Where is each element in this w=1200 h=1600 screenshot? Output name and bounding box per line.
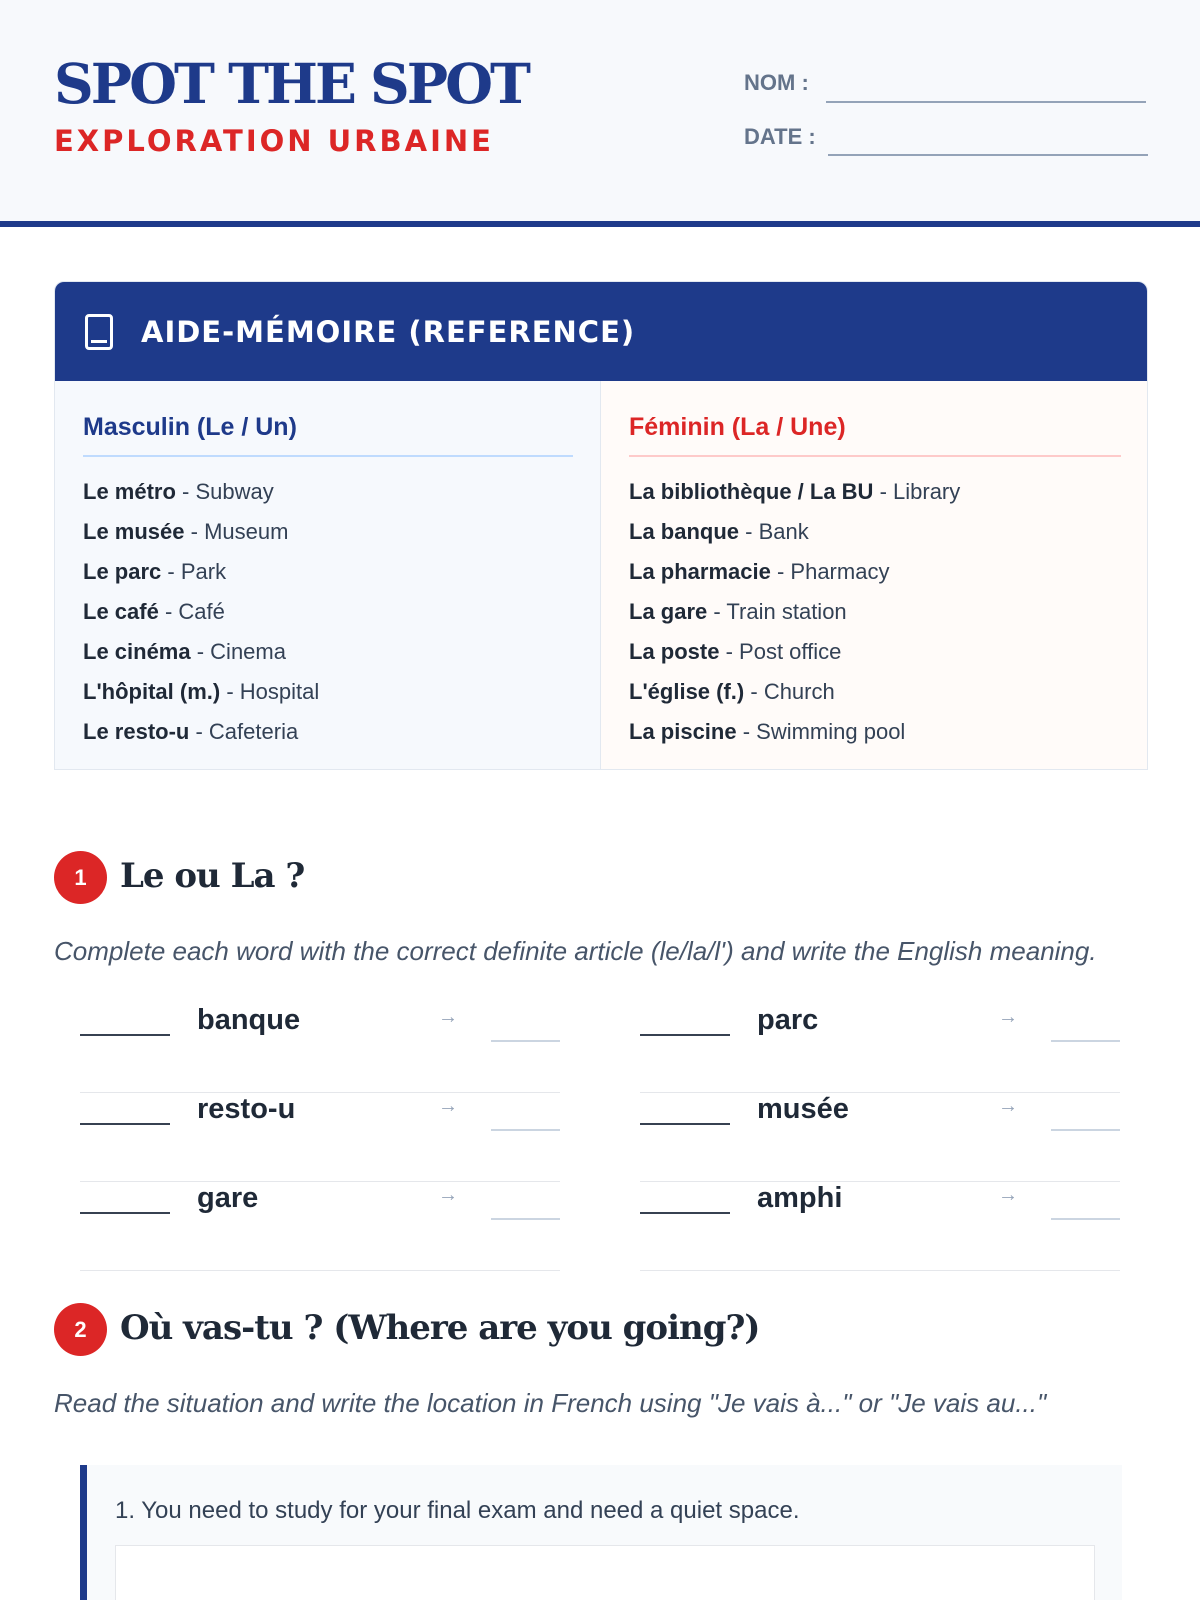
answer-box[interactable] (115, 1545, 1095, 1600)
list-item: La piscine - Swimming pool (629, 719, 906, 744)
feminine-heading: Féminin (La / Une) (629, 413, 846, 441)
arrow-right-icon: → (998, 1095, 1018, 1117)
feminine-divider (629, 455, 1121, 457)
reference-box (54, 281, 1148, 770)
reference-header (55, 282, 1148, 381)
list-item: La gare - Train station (629, 599, 847, 624)
list-item: La pharmacie - Pharmacy (629, 559, 890, 584)
exercise-word: gare (197, 1182, 259, 1214)
meaning-blank[interactable] (1051, 1218, 1120, 1220)
list-item: Le musée - Museum (83, 519, 289, 544)
arrow-right-icon: → (998, 1006, 1018, 1028)
situation-card (80, 1465, 1122, 1600)
worksheet-header (0, 0, 1200, 227)
list-item: Le métro - Subway (83, 479, 274, 504)
exercise-word: musée (757, 1093, 849, 1125)
section-1-instructions: Complete each word with the correct definite article (le/la/l') and write the English meaning. (54, 936, 1097, 966)
exercise-word: amphi (757, 1182, 843, 1214)
section-2-title: Où vas-tu ? (Where are you going?) (120, 1308, 760, 1348)
list-item: La banque - Bank (629, 519, 809, 544)
list-item: La bibliothèque / La BU - Library (629, 479, 961, 504)
meaning-blank[interactable] (1051, 1129, 1120, 1131)
masculine-column (55, 381, 601, 770)
masculine-list (83, 479, 319, 759)
meaning-blank[interactable] (491, 1129, 560, 1131)
exercise-word: resto-u (197, 1093, 296, 1125)
date-field[interactable] (828, 154, 1148, 156)
article-blank[interactable] (640, 1212, 730, 1214)
exercise-row (80, 1182, 560, 1271)
arrow-right-icon: → (438, 1184, 458, 1206)
exercise-word: banque (197, 1004, 301, 1036)
section-2-badge: 2 (54, 1303, 107, 1356)
exercise-row (640, 1093, 1120, 1182)
meaning-blank[interactable] (1051, 1040, 1120, 1042)
article-blank[interactable] (80, 1212, 170, 1214)
arrow-right-icon: → (438, 1095, 458, 1117)
article-blank[interactable] (80, 1123, 170, 1125)
list-item: La poste - Post office (629, 639, 842, 664)
worksheet-subtitle: EXPLORATION URBAINE (54, 124, 494, 158)
exercise-row (640, 1004, 1120, 1093)
feminine-column (601, 381, 1148, 770)
masculine-heading: Masculin (Le / Un) (83, 413, 297, 441)
list-item: Le parc - Park (83, 559, 227, 584)
list-item: L'église (f.) - Church (629, 679, 835, 704)
section-1-badge: 1 (54, 851, 107, 904)
name-field[interactable] (826, 101, 1146, 103)
list-item: Le resto-u - Cafeteria (83, 719, 299, 744)
name-label: NOM : (744, 70, 809, 95)
list-item: Le cinéma - Cinema (83, 639, 286, 664)
date-label: DATE : (744, 124, 816, 149)
arrow-right-icon: → (998, 1184, 1018, 1206)
meaning-blank[interactable] (491, 1040, 560, 1042)
section-2-instructions: Read the situation and write the location in French using "Je vais à..." or "Je vais au..." (54, 1388, 1047, 1418)
meaning-blank[interactable] (491, 1218, 560, 1220)
feminine-list (629, 479, 960, 759)
exercise-row (80, 1004, 560, 1093)
article-blank[interactable] (80, 1034, 170, 1036)
exercise-word: parc (757, 1004, 819, 1036)
situation-text: 1. You need to study for your final exam and need a quiet space. (115, 1497, 800, 1524)
list-item: L'hôpital (m.) - Hospital (83, 679, 320, 704)
book-icon (85, 314, 113, 350)
worksheet-title: SPOT THE SPOT (54, 51, 528, 116)
article-blank[interactable] (640, 1123, 730, 1125)
exercise-row (640, 1182, 1120, 1271)
list-item: Le café - Café (83, 599, 225, 624)
arrow-right-icon: → (438, 1006, 458, 1028)
exercise-row (80, 1093, 560, 1182)
article-blank[interactable] (640, 1034, 730, 1036)
section-1-title: Le ou La ? (120, 856, 305, 896)
reference-title: AIDE-MÉMOIRE (REFERENCE) (141, 315, 636, 349)
masculine-divider (83, 455, 573, 457)
